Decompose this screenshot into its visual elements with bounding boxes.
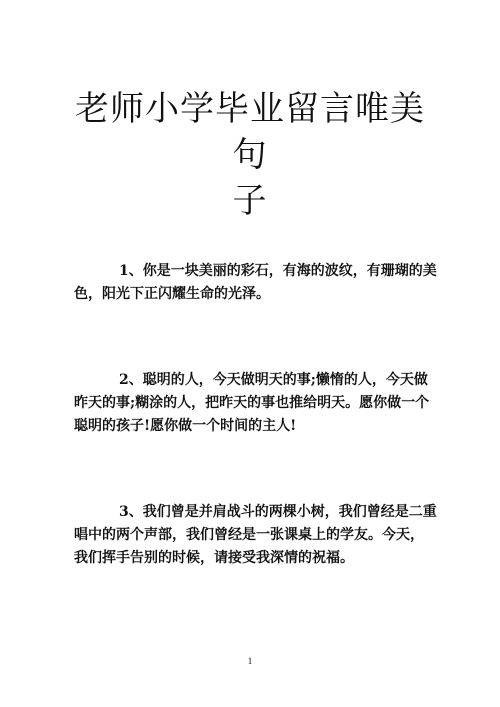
page-title	[60, 86, 440, 224]
paragraph-line: 唱中的两个声部，我们曾经是一张课桌上的学友。今天，	[74, 527, 424, 543]
paragraph-line: 我们挥手告别的时候，请接受我深情的祝福。	[74, 550, 354, 566]
paragraph-line: 色，阳光下正闪耀生命的光泽。	[74, 286, 270, 302]
title-line-1: 老师小学毕业留言唯美句	[75, 89, 425, 175]
paragraph-2	[74, 369, 430, 438]
paragraph-line: 3、我们曾是并肩战斗的两棵小树，我们曾经是二重	[119, 504, 437, 520]
paragraph-line: 昨天的事;糊涂的人，把昨天的事也推给明天。愿你做一个	[74, 395, 430, 411]
paragraph-line: 1、你是一块美丽的彩石，有海的波纹，有珊瑚的美	[119, 263, 437, 279]
paragraph-1	[74, 260, 437, 306]
paragraph-line: 2、聪明的人，今天做明天的事;懒惰的人，今天做	[119, 372, 428, 388]
paragraph-line: 聪明的孩子!愿你做一个时间的主人!	[74, 418, 297, 434]
title-line-2: 子	[232, 181, 268, 221]
page-number: 1	[247, 656, 253, 666]
paragraph-3	[74, 501, 437, 570]
